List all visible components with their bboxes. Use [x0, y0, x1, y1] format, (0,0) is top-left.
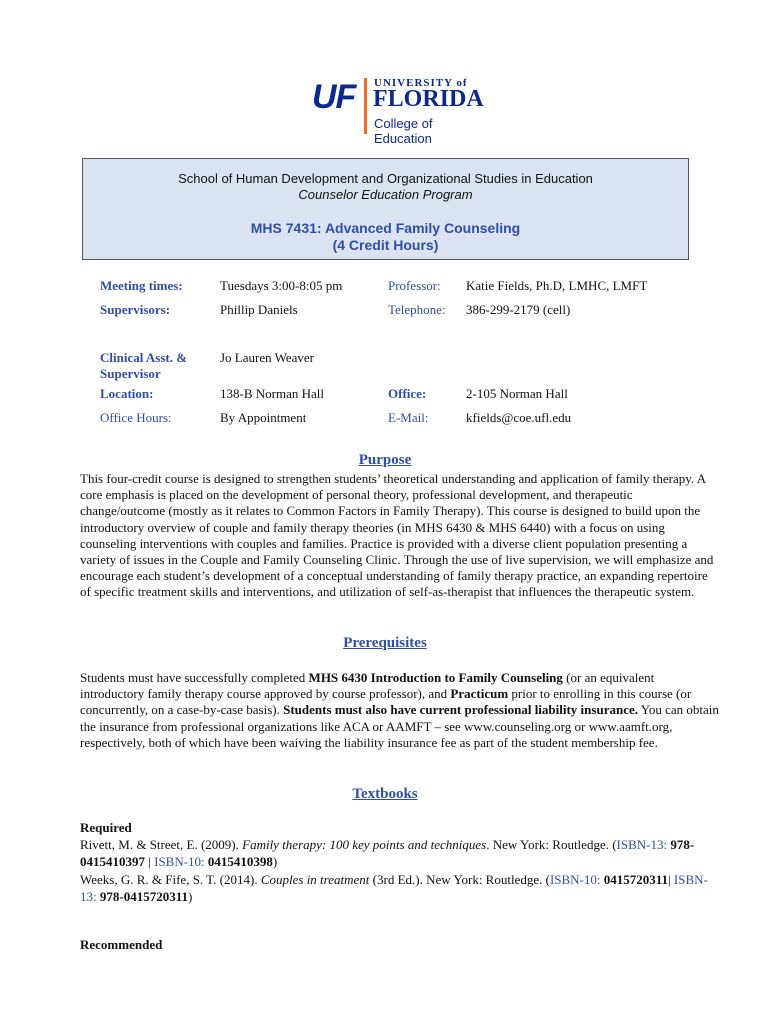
office-hours-value: By Appointment	[220, 410, 307, 425]
office-value: 2-105 Norman Hall	[466, 386, 568, 401]
weeks-isbn13: 978-0415720311	[99, 889, 188, 904]
rivett-isbn13: 978-0415410397	[80, 837, 695, 869]
prerequisites-heading: Prerequisites	[343, 635, 427, 651]
logo-florida-text: FLORIDA	[373, 86, 484, 112]
telephone-label: Telephone:	[388, 302, 446, 317]
prereq-text-1: Students must have successfully completed	[80, 670, 309, 685]
telephone-value: 386-299-2179 (cell)	[466, 302, 571, 317]
rivett-isbn13-label: ISBN-13:	[616, 837, 671, 852]
reference-rivett	[80, 836, 720, 870]
weeks-separator: |	[668, 872, 674, 887]
textbooks-heading: Textbooks	[352, 786, 418, 802]
rivett-publisher: . New York: Routledge. (	[486, 837, 617, 852]
weeks-isbn10-label: ISBN-10:	[549, 872, 604, 887]
location-value: 138-B Norman Hall	[220, 386, 324, 401]
rivett-title: Family therapy: 100 key points and techniques	[242, 837, 487, 852]
prereq-course-name: MHS 6430 Introduction to Family Counseling	[308, 670, 563, 685]
recommended-subheading: Recommended	[80, 937, 163, 952]
weeks-title: Couples in treatment	[260, 872, 370, 887]
rivett-close: )	[272, 854, 278, 869]
prereq-text-3: prior to enrolling in this course (or concurrently, on a case-by-case basis).	[80, 686, 692, 718]
clinical-asst-value: Jo Lauren Weaver	[220, 350, 315, 365]
weeks-publisher: (3rd Ed.). New York: Routledge. (	[369, 872, 550, 887]
professor-value: Katie Fields, Ph.D, LMHC, LMFT	[466, 278, 648, 293]
course-header-box	[82, 158, 689, 260]
rivett-authors: Rivett, M. & Street, E. (2009).	[80, 837, 243, 852]
course-credits: (4 Credit Hours)	[332, 237, 439, 253]
prereq-practicum: Practicum	[450, 686, 509, 702]
supervisors-value: Phillip Daniels	[220, 302, 298, 317]
email-label: E-Mail:	[388, 410, 429, 425]
email-value[interactable]: kfields@coe.ufl.edu	[466, 410, 572, 425]
office-label: Office:	[388, 386, 427, 401]
clinical-asst-label-line2: Supervisor	[100, 366, 161, 381]
weeks-isbn13-label: ISBN-13:	[80, 872, 708, 904]
logo-divider	[364, 78, 367, 134]
professor-label: Professor:	[388, 278, 441, 293]
reference-weeks	[80, 871, 720, 905]
logo-college-text: College of Education	[374, 116, 433, 146]
school-name: School of Human Development and Organizational Studies in Education	[178, 171, 593, 186]
prerequisites-paragraph	[80, 670, 720, 751]
weeks-isbn10: 0415720311	[603, 872, 669, 887]
prereq-text-4: You can obtain the insurance from professional organizations like ACA or AAMFT – see www.counseling.org or www.aamft.org, respectively, both of which have been waiving the liability insurance fee as part of the student membership fee.	[80, 702, 719, 750]
weeks-close: )	[188, 889, 193, 904]
logo-university-text: UNIVERSITY of	[374, 77, 468, 89]
rivett-isbn10: 0415410398	[207, 854, 273, 869]
uf-college-of-education-logo	[312, 74, 492, 146]
meeting-times-value: Tuesdays 3:00-8:05 pm	[220, 278, 343, 293]
purpose-heading: Purpose	[358, 452, 412, 468]
purpose-paragraph: This four-credit course is designed to strengthen students’ theoretical understanding and application of family therapy. A core emphasis is placed on the development of personal theory, professional development, and therapeutic change/outcome (mostly as it relates to Common Factors in Family Therapy). This course is designed to build upon the introductory overview of couple and family therapy theories (in MHS 6430 & MHS 6440) with a focus on using counseling interventions with couples and families. Practice is provided with a diverse client population presenting a variety of issues in the Couple and Family Counseling Clinic. Through the use of live supervision, we will emphasize and encourage each student’s development of a conceptual understanding of family therapy practice, an expanding repertoire of specific treatment skills and interventions, and utilization of self-as-therapist that influences the therapeutic system.	[80, 471, 714, 600]
weeks-authors: Weeks, G. R. & Fife, S. T. (2014).	[80, 872, 261, 887]
meeting-times-label: Meeting times:	[100, 278, 183, 293]
program-name: Counselor Education Program	[298, 187, 473, 202]
required-subheading: Required	[80, 820, 132, 835]
rivett-separator: |	[145, 854, 155, 869]
supervisors-label: Supervisors:	[100, 302, 171, 317]
prereq-text-2: (or an equivalent introductory family therapy course approved by course professor), and	[80, 670, 655, 702]
rivett-isbn10-label: ISBN-10:	[154, 854, 208, 869]
course-title: MHS 7431: Advanced Family Counseling	[250, 220, 521, 236]
office-hours-label: Office Hours:	[100, 410, 172, 425]
clinical-asst-label-line1: Clinical Asst. &	[100, 350, 188, 365]
logo-uf-mark: UF	[312, 78, 356, 116]
prereq-insurance-requirement: Students must also have current professional liability insurance.	[283, 702, 638, 718]
location-label: Location:	[100, 386, 154, 401]
